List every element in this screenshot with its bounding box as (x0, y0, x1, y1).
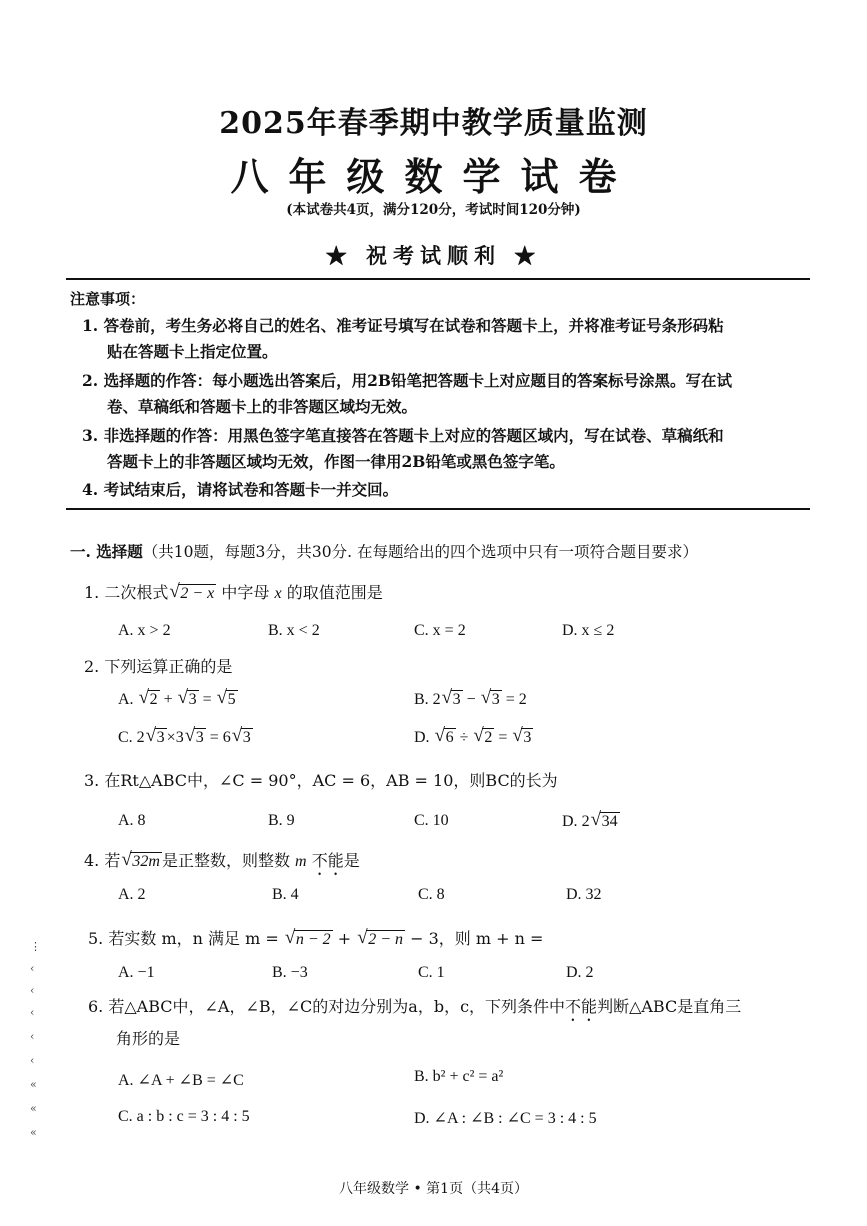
margin-mark: ‹ (30, 962, 35, 975)
q5-option-d: D. 2 (566, 964, 594, 981)
question-6-line2: 角形的是 (116, 1029, 181, 1048)
q1-option-d: D. x ≤ 2 (562, 622, 615, 639)
q4-option-c: C. 8 (418, 886, 445, 903)
q4-option-d: D. 32 (566, 886, 602, 903)
margin-mark: ⋮ (30, 940, 41, 953)
divider-top (66, 278, 810, 280)
section-1-desc: （共10题，每题3分，共30分. 在每题给出的四个选项中只有一项符合题目要求） (142, 543, 698, 561)
page-footer: 八年级数学 • 第1页（共4页） (339, 1181, 528, 1197)
q3-option-c: C. 10 (414, 812, 449, 829)
divider-bottom (66, 508, 810, 510)
question-6: 6. 若△ABC中，∠A，∠B，∠C的对边分别为a，b，c，下列条件中不能判断△ABC是直角三 (88, 997, 742, 1016)
q5-option-c: C. 1 (418, 964, 445, 981)
q4-option-b: B. 4 (272, 886, 299, 903)
q2-option-b: B. 2 √ 3 − √ 3 = 2 (414, 687, 527, 708)
q3-option-a: A. 8 (118, 812, 146, 829)
exam-title-line2: 八年级数学试卷 (230, 154, 637, 199)
exam-subtitle: (本试卷共4页，满分120分，考试时间120分钟) (286, 202, 581, 218)
q3-option-d: D. 2 √ 34 (562, 809, 618, 830)
notes-title: 注意事项： (70, 290, 146, 308)
margin-mark: « (30, 1126, 37, 1139)
q2-option-d: D. √ 6 ÷ √ 2 = √ 3 (414, 725, 532, 746)
question-2: 2. 下列运算正确的是 (84, 657, 233, 676)
emphasis-not-6: 不能 (565, 997, 598, 1016)
q5-option-a: A. −1 (118, 964, 155, 981)
question-3: 3. 在Rt△ABC中，∠C = 90°，AC = 6，AB = 10，则BC的长为 (84, 771, 558, 790)
q1-option-c: C. x = 2 (414, 622, 466, 639)
margin-mark: ‹ (30, 984, 35, 997)
q1-option-a: A. x > 2 (118, 622, 171, 639)
question-5: 5. 若实数 m，n 满足 m = √ n − 2 + √ 2 − n − 3，则 m + n = (88, 927, 544, 948)
note-1-line1: 1. 答卷前，考生务必将自己的姓名、准考证号填写在试卷和答题卡上，并将准考证号条形码粘 (82, 316, 724, 335)
margin-mark: ‹ (30, 1054, 35, 1067)
note-3-line2: 答题卡上的非答题区域均无效，作图一律用2B铅笔或黑色签字笔。 (107, 452, 565, 471)
radical: √ 2 − x (169, 581, 215, 602)
q5-option-b: B. −3 (272, 964, 308, 981)
q6-option-a: A. ∠A + ∠B = ∠C (118, 1072, 244, 1089)
note-3-line1: 3. 非选择题的作答：用黑色签字笔直接答在答题卡上对应的答题区域内，写在试卷、草稿纸和 (82, 426, 724, 445)
q2-option-a: A. √ 2 + √ 3 = √ 5 (118, 687, 236, 708)
note-1-line2: 贴在答题卡上指定位置。 (107, 342, 278, 361)
good-luck-banner: ★ 祝考试顺利 ★ (325, 243, 542, 268)
note-2-line2: 卷、草稿纸和答题卡上的非答题区域均无效。 (107, 397, 418, 416)
emphasis-not: 不能 (311, 851, 344, 870)
q3-option-b: B. 9 (268, 812, 295, 829)
q2-option-c: C. 2 √ 3 ×3 √ 3 = 6 √ 3 (118, 725, 251, 746)
q6-option-d: D. ∠A : ∠B : ∠C = 3 : 4 : 5 (414, 1110, 597, 1127)
margin-mark: ‹ (30, 1006, 35, 1019)
q6-option-c: C. a : b : c = 3 : 4 : 5 (118, 1108, 250, 1125)
question-4: 4. 若 √ 32m 是正整数，则整数 m 不能是 (84, 849, 360, 870)
section-1-heading (70, 540, 698, 562)
question-1: 1. 二次根式 √ 2 − x 中字母 x 的取值范围是 (84, 581, 383, 602)
note-2-line1: 2. 选择题的作答：每小题选出答案后，用2B铅笔把答题卡上对应题目的答案标号涂黑。写在试 (82, 371, 732, 390)
note-4-line1: 4. 考试结束后，请将试卷和答题卡一并交回。 (82, 480, 399, 499)
q4-option-a: A. 2 (118, 886, 146, 903)
section-1-label: 一. 选择题 (70, 542, 143, 561)
q1-option-b: B. x < 2 (268, 622, 320, 639)
margin-mark: « (30, 1102, 37, 1115)
margin-mark: « (30, 1078, 37, 1091)
q6-option-b: B. b² + c² = a² (414, 1068, 504, 1085)
exam-title-line1: 2025年春季期中教学质量监测 (219, 106, 648, 141)
margin-mark: ‹ (30, 1030, 35, 1043)
